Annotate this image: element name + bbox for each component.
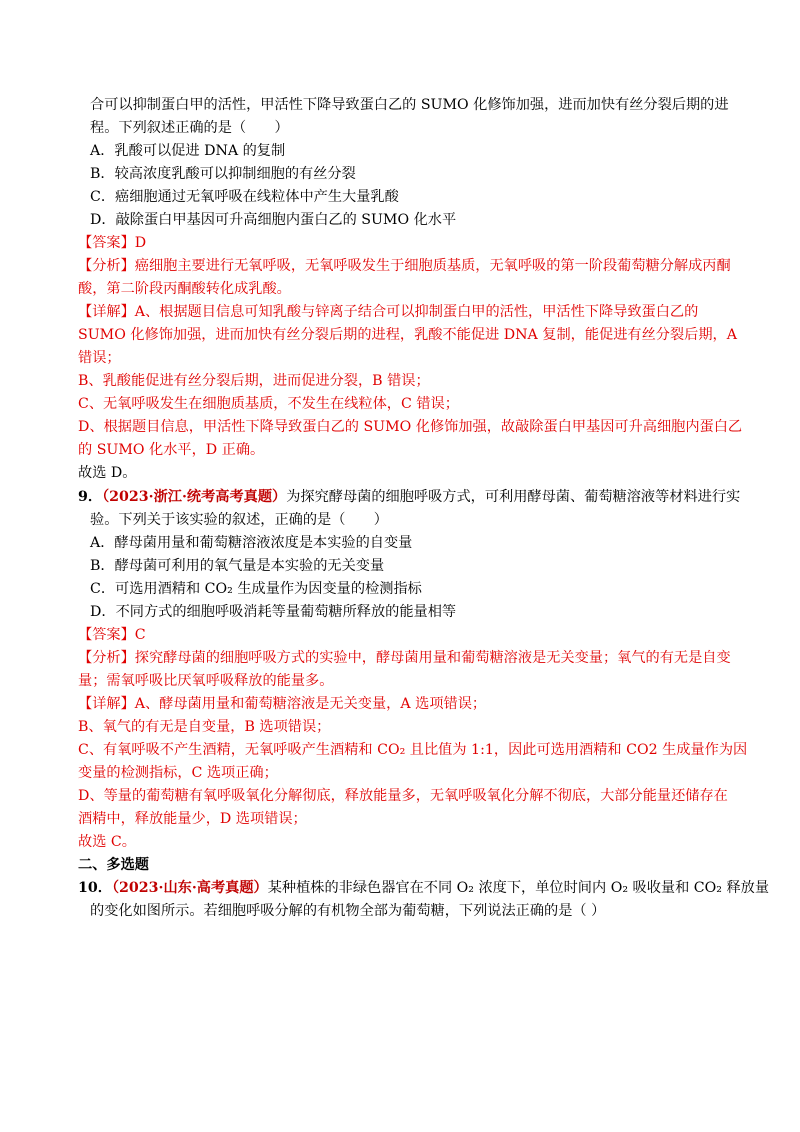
q8-detail-b: B、乳酸能促进有丝分裂后期，进而促进分裂，B 错误； (78, 373, 430, 389)
q8-option-d: D．敲除蛋白甲基因可升高细胞内蛋白乙的 SUMO 化水平 (90, 212, 457, 228)
q8-detail-c: C、无氧呼吸发生在细胞质基质，不发生在线粒体，C 错误； (78, 396, 459, 412)
q8-analysis-line1: 【分析】癌细胞主要进行无氧呼吸，无氧呼吸发生于细胞质基质，无氧呼吸的第一阶段葡萄糖分解成丙酮 (78, 258, 731, 274)
q8-stem-line1: 合可以抑制蛋白甲的活性，甲活性下降导致蛋白乙的 SUMO 化修饰加强，进而加快有丝分裂后期的进 (90, 97, 729, 113)
q10-stem-rest: 某种植株的非绿色器官在不同 O₂ 浓度下，单位时间内 O₂ 吸收量和 CO₂ 释放量 (267, 880, 770, 896)
q8-answer: 【答案】D (78, 235, 147, 251)
q8-option-b: B．较高浓度乳酸可以抑制细胞的有丝分裂 (90, 166, 356, 182)
q9-stem-line1 (78, 486, 740, 508)
q9-option-d: D．不同方式的细胞呼吸消耗等量葡萄糖所释放的能量相等 (90, 604, 457, 620)
q9-option-a: A．酵母菌用量和葡萄糖溶液浓度是本实验的自变量 (90, 535, 413, 551)
q8-stem-line2: 程。下列叙述正确的是（ ） (90, 120, 289, 136)
q9-source: （2023·浙江·统考高考真题） (102, 489, 287, 505)
q8-option-a: A．乳酸可以促进 DNA 的复制 (90, 143, 286, 159)
q9-analysis-line1: 【分析】探究酵母菌的细胞呼吸方式的实验中，酵母菌用量和葡萄糖溶液是无关变量；氧气的有无是自变 (78, 650, 731, 666)
q9-conclusion: 故选 C。 (78, 834, 136, 850)
q8-detail-line2: SUMO 化修饰加强，进而加快有丝分裂后期的进程，乳酸不能促进 DNA 复制，能促进有丝分裂后期，A (78, 327, 737, 343)
section-title: 二、多选题 (78, 857, 149, 873)
q9-answer: 【答案】C (78, 627, 146, 643)
q10-number: 10． (78, 880, 112, 896)
q8-detail-line3: 错误； (78, 350, 121, 366)
q8-detail-line1: 【详解】A、根据题目信息可知乳酸与锌离子结合可以抑制蛋白甲的活性，甲活性下降导致蛋白乙的 (78, 304, 699, 320)
q9-option-c: C．可选用酒精和 CO₂ 生成量作为因变量的检测指标 (90, 581, 422, 597)
q8-option-c: C．癌细胞通过无氧呼吸在线粒体中产生大量乳酸 (90, 189, 399, 205)
q9-analysis-line2: 量；需氧呼吸比厌氧呼吸释放的能量多。 (78, 673, 334, 689)
q9-stem-line2: 验。下列关于该实验的叙述，正确的是（ ） (90, 512, 388, 528)
q8-conclusion: 故选 D。 (78, 465, 137, 481)
q9-detail-a: 【详解】A、酵母菌用量和葡萄糖溶液是无关变量，A 选项错误； (78, 696, 487, 712)
q9-detail-d1: D、等量的葡萄糖有氧呼吸氧化分解彻底，释放能量多，无氧呼吸氧化分解不彻底，大部分能量还储存在 (78, 788, 728, 804)
q9-detail-c1: C、有氧呼吸不产生酒精，无氧呼吸产生酒精和 CO₂ 且比值为 1:1，因此可选用酒精和 CO2 生成量作为因 (78, 742, 748, 758)
q9-option-b: B．酵母菌可利用的氧气量是本实验的无关变量 (90, 558, 385, 574)
q10-stem-line2: 的变化如图所示。若细胞呼吸分解的有机物全部为葡萄糖，下列说法正确的是（ ） (90, 903, 606, 919)
q9-detail-c2: 变量的检测指标，C 选项正确； (78, 765, 278, 781)
q10-source: （2023·山东·高考真题） (111, 880, 268, 896)
q9-stem-rest: 为探究酵母菌的细胞呼吸方式，可利用酵母菌、葡萄糖溶液等材料进行实 (286, 489, 741, 505)
q9-detail-b: B、氧气的有无是自变量，B 选项错误； (78, 719, 331, 735)
q9-number: 9． (78, 489, 103, 505)
q8-detail-d2: 的 SUMO 化水平，D 正确。 (78, 442, 265, 458)
q9-detail-d2: 酒精中，释放能量少，D 选项错误； (78, 811, 307, 827)
q8-analysis-line2: 酸，第二阶段丙酮酸转化成乳酸。 (78, 281, 291, 297)
q8-detail-d1: D、根据题目信息，甲活性下降导致蛋白乙的 SUMO 化修饰加强，故敲除蛋白甲基因可升高细胞内蛋白乙 (78, 419, 743, 435)
q10-stem-line1 (78, 877, 769, 899)
